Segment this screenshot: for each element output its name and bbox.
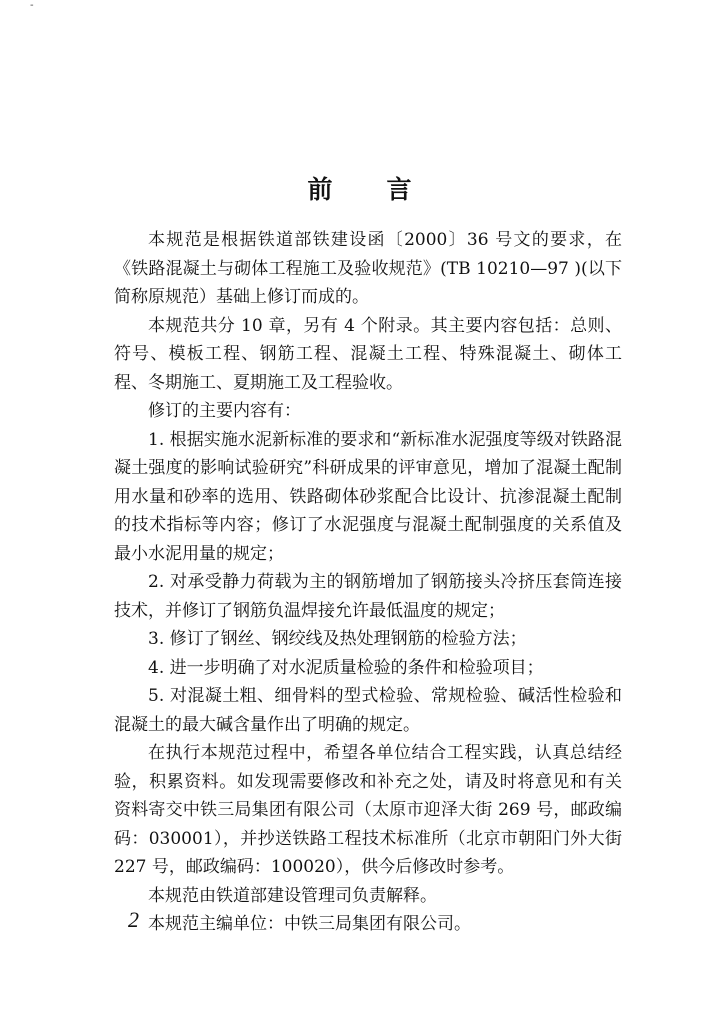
body-text: [114, 226, 622, 939]
paragraph-interpretation: 本规范由铁道部建设管理司负责解释。: [148, 885, 437, 906]
revision-item-5: 5. 对混凝土粗、细骨料的型式检验、常规检验、碱活性检验和混凝土的最大碱含量作出了明确的规定。: [114, 686, 622, 735]
paragraph-intro: 本规范是根据铁道部铁建设函〔2000〕36 号文的要求，在《铁路混凝土与砌体工程施工及验收规范》(TB 10210—97 )(以下简称原规范）基础上修订而成的。: [114, 230, 622, 307]
corner-mark: -: [30, 0, 34, 11]
page-number: 2: [128, 907, 139, 932]
revision-item-3: 3. 修订了钢丝、钢绞线及热处理钢筋的检验方法；: [148, 629, 527, 649]
title-char-2: 言: [386, 175, 414, 204]
paragraph-revisions-heading: 修订的主要内容有：: [148, 401, 301, 421]
revision-item-2: 2. 对承受静力荷载为主的钢筋增加了钢筋接头冷挤压套筒连接技术，并修订了钢筋负温焊接允许最低温度的规定；: [114, 572, 622, 621]
revision-item-1: 1. 根据实施水泥新标准的要求和“新标准水泥强度等级对铁路混凝土强度的影响试验研究”科研成果的评审意见，增加了混凝土配制用水量和砂率的选用、铁路砌体砂浆配合比设计、抗渗混凝土配制的技术指标等内容；修订了水泥强度与混凝土配制强度的关系值及最小水泥用量的规定；: [114, 429, 622, 564]
title-char-1: 前: [307, 175, 335, 204]
paragraph-editor-unit: 本规范主编单位：中铁三局集团有限公司。: [148, 914, 471, 934]
paragraph-feedback: 在执行本规范过程中，希望各单位结合工程实践，认真总结经验，积累资料。如发现需要修改和补充之处，请及时将意见和有关资料寄交中铁三局集团有限公司（太原市迎泽大街 269 号，邮政编码：030001），并抄送铁路工程技术标准所（北京市朝阳门外大街 227 号，邮政编码：100020），供今后修改时参考。: [114, 743, 622, 877]
revision-item-4: 4. 进一步明确了对水泥质量检验的条件和检验项目；: [148, 657, 544, 678]
page-title: [0, 170, 721, 206]
paragraph-scope: 本规范共分 10 章，另有 4 个附录。其主要内容包括：总则、符号、模板工程、钢筋工程、混凝土工程、特殊混凝土、砌体工程、冬期施工、夏期施工及工程验收。: [114, 315, 622, 393]
